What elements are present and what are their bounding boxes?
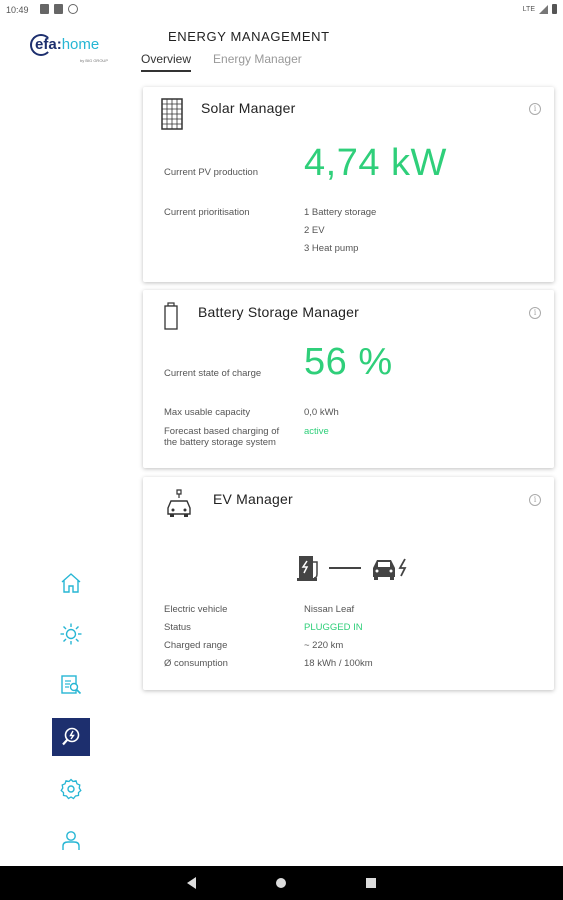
battery-icon <box>552 4 557 14</box>
ev-range-label: Charged range <box>164 640 228 651</box>
ev-connection-diagram <box>297 554 412 582</box>
status-time: 10:49 <box>6 5 29 15</box>
battery-storage-card[interactable] <box>143 290 554 468</box>
ev-consumption-value: 18 kWh / 100km <box>304 658 373 669</box>
recent-apps-button[interactable] <box>366 878 376 888</box>
state-of-charge-value: 56 % <box>304 341 393 383</box>
ev-vehicle-value: Nissan Leaf <box>304 604 355 615</box>
tab-bar <box>141 52 302 72</box>
tab-energy-manager[interactable]: Energy Manager <box>213 52 302 66</box>
user-icon <box>59 828 83 852</box>
solar-panel-icon <box>161 98 183 130</box>
logo-colon: : <box>56 36 62 53</box>
gear-icon <box>59 777 83 801</box>
ev-card-title: EV Manager <box>213 491 293 507</box>
solar-card-title: Solar Manager <box>201 100 296 116</box>
logo-home-text: home <box>61 36 100 53</box>
nav-profile[interactable] <box>52 821 90 859</box>
pv-production-label: Current PV production <box>164 167 258 178</box>
ev-status-label: Status <box>164 622 191 633</box>
search-document-icon <box>59 673 83 697</box>
capacity-value: 0,0 kWh <box>304 407 339 418</box>
solar-manager-card[interactable] <box>143 87 554 282</box>
sync-icon <box>68 4 78 14</box>
energy-management-icon <box>59 725 83 749</box>
prioritisation-label: Current prioritisation <box>164 207 250 218</box>
battery-card-title: Battery Storage Manager <box>198 304 360 320</box>
info-icon[interactable]: i <box>529 494 541 506</box>
back-button[interactable] <box>187 877 196 889</box>
charging-station-icon <box>297 556 317 581</box>
priority-item: 3 Heat pump <box>304 243 359 254</box>
forecast-status-value: active <box>304 426 329 437</box>
battery-storage-icon <box>164 302 178 330</box>
car-icon <box>373 560 395 580</box>
ev-vehicle-label: Electric vehicle <box>164 604 228 615</box>
capacity-label: Max usable capacity <box>164 407 251 418</box>
state-of-charge-label: Current state of charge <box>164 368 262 379</box>
sd-card-icon <box>54 4 63 14</box>
lightning-icon <box>400 559 405 576</box>
ev-manager-card[interactable] <box>143 477 554 690</box>
sun-icon <box>59 622 83 646</box>
priority-item: 1 Battery storage <box>304 207 377 218</box>
logo-tagline: by BIG GROUP <box>79 58 108 63</box>
nav-solar[interactable] <box>52 615 90 653</box>
system-navigation-bar <box>0 866 563 900</box>
ev-consumption-label: Ø consumption <box>164 658 228 669</box>
pv-production-value: 4,74 kW <box>304 142 447 184</box>
page-title: ENERGY MANAGEMENT <box>168 29 330 44</box>
efa-home-logo <box>32 36 122 70</box>
network-label: LTE <box>522 5 535 13</box>
ev-status-value: PLUGGED IN <box>304 622 363 633</box>
signal-icon <box>539 5 548 14</box>
info-icon[interactable]: i <box>529 103 541 115</box>
logo-efa-text: efa <box>35 36 57 53</box>
ev-range-value: ~ 220 km <box>304 640 344 651</box>
nav-analysis[interactable] <box>52 666 90 704</box>
info-icon[interactable]: i <box>529 307 541 319</box>
nav-settings[interactable] <box>52 770 90 808</box>
nav-energy-management[interactable] <box>52 718 90 756</box>
notification-icon <box>40 4 49 14</box>
status-bar <box>0 0 563 20</box>
notification-icons <box>40 4 78 14</box>
forecast-label-line1: Forecast based charging of <box>164 426 280 437</box>
ev-charging-icon <box>163 488 195 518</box>
nav-home[interactable] <box>52 564 90 602</box>
forecast-label-line2: the battery storage system <box>164 437 276 448</box>
home-button[interactable] <box>276 878 286 888</box>
priority-item: 2 EV <box>304 225 325 236</box>
tab-overview[interactable]: Overview <box>141 52 191 72</box>
home-icon <box>59 571 83 595</box>
